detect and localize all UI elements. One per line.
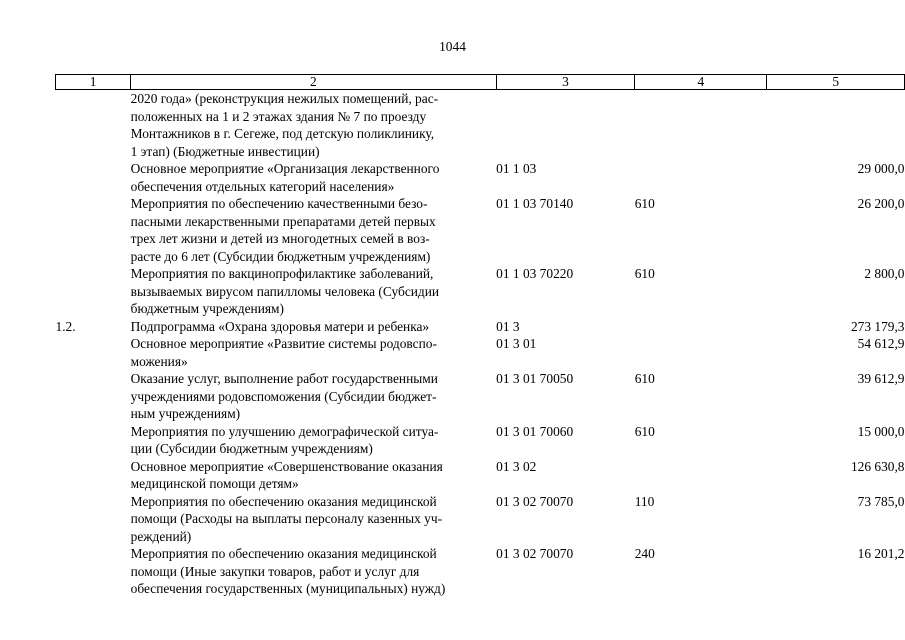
row-amount: 26 200,0 bbox=[857, 196, 905, 211]
header-col-1: 1 bbox=[56, 75, 131, 90]
row-amount: 54 612,9 bbox=[857, 336, 905, 351]
row-amount: 273 179,3 bbox=[850, 318, 905, 334]
row-name-line: Мероприятия по обеспечению оказания медицинской bbox=[130, 546, 437, 561]
row-name-line: положенных на 1 и 2 этажах здания № 7 по проезду bbox=[130, 108, 427, 124]
row-name-line: 2020 года» (реконструкция нежилых помещений, рас- bbox=[130, 91, 439, 106]
row-code: 01 3 02 70070 bbox=[496, 546, 574, 561]
row-name-line: реждений) bbox=[130, 528, 192, 544]
row-name-line: расте до 6 лет (Субсидии бюджетным учреждениям) bbox=[130, 248, 431, 264]
row-name bbox=[131, 370, 497, 423]
row-expense-type: 610 bbox=[634, 266, 655, 281]
row-amount: 16 201,2 bbox=[857, 546, 905, 561]
row-name-line: Мероприятия по вакцинопрофилактике заболеваний, bbox=[130, 266, 434, 281]
row-name-line: Мероприятия по обеспечению качественными безо- bbox=[130, 196, 428, 211]
row-number bbox=[56, 423, 131, 458]
row-name-line: можения» bbox=[130, 353, 188, 369]
row-expense-type: 610 bbox=[634, 423, 655, 439]
header-col-3: 3 bbox=[496, 75, 635, 90]
row-name-line: обеспечения государственных (муниципальных) нужд) bbox=[130, 581, 446, 596]
row-number bbox=[56, 160, 131, 195]
row-amount: 39 612,9 bbox=[857, 371, 905, 386]
row-name-line: бюджетным учреждениям) bbox=[130, 301, 284, 316]
row-name-line: Подпрограмма «Охрана здоровья матери и ребенка» bbox=[130, 318, 430, 334]
row-name-line: ции (Субсидии бюджетным учреждениям) bbox=[130, 441, 373, 456]
row-name bbox=[131, 90, 497, 161]
row-expense-type bbox=[635, 160, 767, 195]
row-amount: 2 800,0 bbox=[864, 266, 905, 281]
row-name-line: медицинской помощи детям» bbox=[130, 476, 299, 491]
row-code: 01 3 02 70070 bbox=[496, 493, 574, 509]
row-amount: 73 785,0 bbox=[857, 493, 905, 509]
table-row bbox=[56, 195, 905, 265]
row-expense-type bbox=[635, 318, 767, 336]
row-expense-type: 610 bbox=[634, 196, 655, 211]
table-row bbox=[56, 318, 905, 336]
table-row bbox=[56, 423, 905, 458]
row-number bbox=[56, 195, 131, 265]
row-name-line: Мероприятия по улучшению демографической ситуа- bbox=[130, 423, 439, 439]
table-row bbox=[56, 545, 905, 598]
row-code: 01 3 01 bbox=[496, 336, 537, 351]
header-row bbox=[56, 75, 905, 90]
row-name-line: Основное мероприятие «Развитие системы родовспо- bbox=[130, 336, 437, 351]
row-number bbox=[56, 545, 131, 598]
row-amount: 29 000,0 bbox=[857, 161, 905, 176]
table-row bbox=[56, 265, 905, 318]
row-number bbox=[56, 370, 131, 423]
table-row bbox=[56, 90, 905, 161]
row-name bbox=[131, 493, 497, 546]
row-name bbox=[131, 318, 497, 336]
table-row bbox=[56, 458, 905, 493]
header-col-4: 4 bbox=[635, 75, 767, 90]
row-name-line: 1 этап) (Бюджетные инвестиции) bbox=[130, 143, 320, 159]
row-code: 01 3 01 70050 bbox=[496, 371, 574, 386]
row-number bbox=[56, 493, 131, 546]
row-name bbox=[131, 195, 497, 265]
table-row bbox=[56, 370, 905, 423]
row-name-line: Мероприятия по обеспечению оказания медицинской bbox=[130, 493, 437, 509]
row-number bbox=[56, 265, 131, 318]
row-code: 01 3 bbox=[496, 318, 520, 334]
row-code: 01 1 03 bbox=[496, 161, 537, 176]
row-expense-type: 610 bbox=[634, 371, 655, 386]
row-code: 01 3 01 70060 bbox=[496, 423, 574, 439]
row-name bbox=[131, 423, 497, 458]
row-name-line: обеспечения отдельных категорий населения» bbox=[130, 178, 395, 194]
row-amount bbox=[767, 90, 905, 161]
header-col-2: 2 bbox=[131, 75, 497, 90]
row-name bbox=[131, 335, 497, 370]
row-name-line: пасными лекарственными препаратами детей первых bbox=[130, 213, 436, 229]
row-name-line: трех лет жизни и детей из многодетных семей в воз- bbox=[130, 231, 430, 246]
table-body bbox=[56, 90, 905, 598]
row-number bbox=[56, 335, 131, 370]
row-amount: 126 630,8 bbox=[850, 458, 905, 474]
row-amount: 15 000,0 bbox=[857, 423, 905, 439]
row-code: 01 3 02 bbox=[496, 458, 537, 474]
row-name-line: помощи (Расходы на выплаты персоналу казенных уч- bbox=[130, 511, 443, 526]
row-name bbox=[131, 458, 497, 493]
table-row bbox=[56, 335, 905, 370]
row-number: 1.2. bbox=[55, 318, 76, 334]
budget-table bbox=[55, 74, 905, 598]
row-name bbox=[131, 545, 497, 598]
row-number bbox=[56, 90, 131, 161]
row-name bbox=[131, 160, 497, 195]
row-expense-type bbox=[635, 335, 767, 370]
row-name bbox=[131, 265, 497, 318]
row-name-line: Основное мероприятие «Организация лекарственного bbox=[130, 161, 440, 176]
row-name-line: ным учреждениям) bbox=[130, 406, 241, 421]
header-col-5: 5 bbox=[767, 75, 905, 90]
row-expense-type bbox=[635, 458, 767, 493]
row-name-line: Монтажников в г. Сегеже, под детскую поликлинику, bbox=[130, 126, 435, 141]
page-number: 1044 bbox=[439, 39, 466, 54]
row-code: 01 1 03 70220 bbox=[496, 266, 574, 281]
table-row bbox=[56, 493, 905, 546]
row-code: 01 1 03 70140 bbox=[496, 196, 574, 211]
table-row bbox=[56, 160, 905, 195]
row-expense-type: 240 bbox=[634, 546, 655, 561]
row-name-line: вызываемых вирусом папилломы человека (Субсидии bbox=[130, 283, 440, 299]
row-code bbox=[496, 90, 635, 161]
row-number bbox=[56, 458, 131, 493]
row-expense-type: 110 bbox=[634, 493, 655, 509]
row-expense-type bbox=[635, 90, 767, 161]
row-name-line: Основное мероприятие «Совершенствование оказания bbox=[130, 458, 443, 474]
row-name-line: учреждениями родовспоможения (Субсидии бюджет- bbox=[130, 388, 437, 404]
row-name-line: помощи (Иные закупки товаров, работ и услуг для bbox=[130, 563, 420, 579]
row-name-line: Оказание услуг, выполнение работ государственными bbox=[130, 371, 438, 386]
